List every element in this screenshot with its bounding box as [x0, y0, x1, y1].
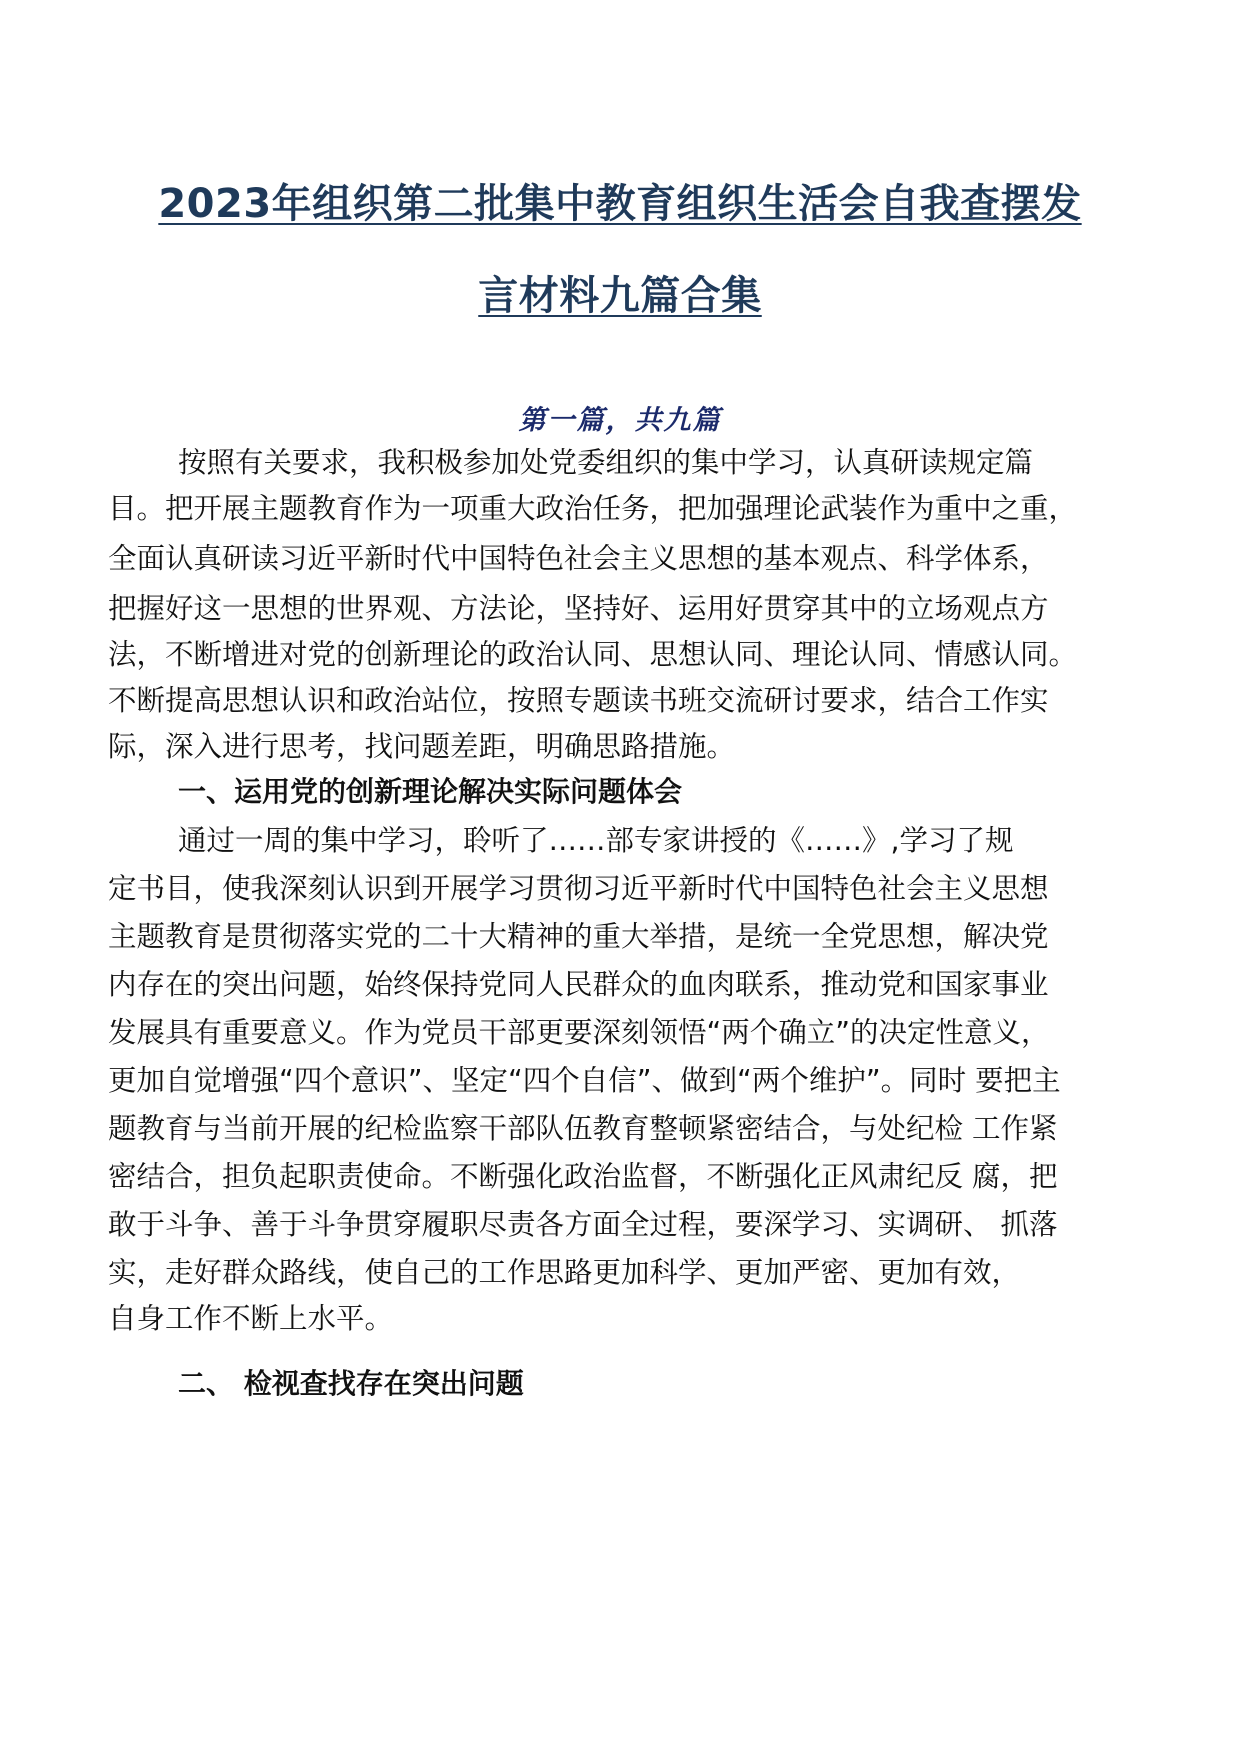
intro-line: 不断提高思想认识和政治站位，按照专题读书班交流研讨要求，结合工作实 — [108, 684, 1049, 717]
section1-line: 内存在的突出问题，始终保持党同人民群众的血肉联系，推动党和国家事业 — [108, 968, 1049, 1001]
section-heading-1: 一、运用党的创新理论解决实际问题体会 — [178, 775, 683, 808]
intro-line: 全面认真研读习近平新时代中国特色社会主义思想的基本观点、科学体系， — [108, 542, 1049, 575]
section1-line: 定书目，使我深刻认识到开展学习贯彻习近平新时代中国特色社会主义思想 — [108, 872, 1049, 905]
intro-line: 际，深入进行思考，找问题差距，明确思路措施。 — [108, 730, 736, 763]
document-subtitle: 第一篇，共九篇 — [518, 405, 722, 436]
section-heading-2: 二、 检视查找存在突出问题 — [178, 1367, 524, 1400]
document-title-line-2: 言材料九篇合集 — [478, 273, 762, 319]
document-title-line-1: 2023年组织第二批集中教育组织生活会自我查摆发 — [158, 181, 1082, 227]
section1-line: 敢于斗争、善于斗争贯穿履职尽责各方面全过程，要深学习、实调研、 抓落 — [108, 1208, 1058, 1241]
section1-line: 题教育与当前开展的纪检监察干部队伍教育整顿紧密结合，与处纪检 工作紧 — [108, 1112, 1058, 1145]
intro-line: 目。把开展主题教育作为一项重大政治任务，把加强理论武装作为重中之重， — [108, 492, 1078, 525]
intro-line: 法，不断增进对党的创新理论的政治认同、思想认同、理论认同、情感认同。 — [108, 638, 1078, 671]
section1-line: 通过一周的集中学习，聆听了……部专家讲授的《……》,学习了规 — [178, 824, 1014, 857]
section1-line: 自身工作不断上水平。 — [108, 1302, 394, 1335]
section1-line: 主题教育是贯彻落实党的二十大精神的重大举措，是统一全党思想，解决党 — [108, 920, 1049, 953]
section1-line: 更加自觉增强“四个意识”、坚定“四个自信”、做到“两个维护”。同时 要把主 — [108, 1064, 1061, 1097]
section1-line: 密结合，担负起职责使命。不断强化政治监督，不断强化正风肃纪反 腐，把 — [108, 1160, 1058, 1193]
intro-line: 按照有关要求，我积极参加处党委组织的集中学习，认真研读规定篇 — [178, 446, 1034, 479]
intro-line: 把握好这一思想的世界观、方法论，坚持好、运用好贯穿其中的立场观点方 — [108, 592, 1049, 625]
section1-line: 发展具有重要意义。作为党员干部更要深刻领悟“两个确立”的决定性意义， — [108, 1016, 1050, 1049]
section1-line: 实，走好群众路线，使自己的工作思路更加科学、更加严密、更加有效， — [108, 1256, 1021, 1289]
